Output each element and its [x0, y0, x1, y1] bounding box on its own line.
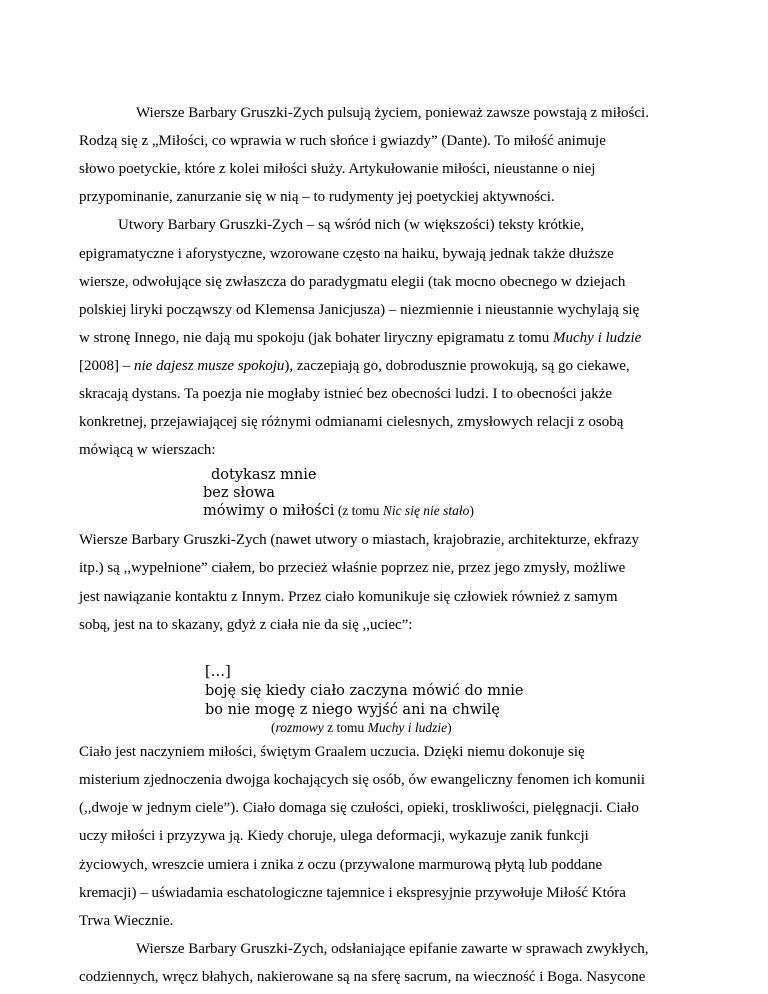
- poem2-source-close: ): [447, 720, 452, 735]
- poem1-line-2: bez słowa: [203, 485, 276, 501]
- p2-line-9: mówiącą w wierszach:: [79, 442, 216, 458]
- p2-line-5-text: w stronę Innego, nie dają mu spokoju (jak bohater liryczny epigramatu z tomu: [79, 330, 554, 346]
- poem2-line-1: […]: [205, 664, 231, 680]
- p2-line-5: [79, 329, 641, 348]
- p2-line-4: polskiej liryki począwszy od Klemensa Janicjusza) – niezmiennie i nieustannie wychylają się: [79, 302, 640, 318]
- p1-line-2: Rodzą się z „Miłości, co wprawia w ruch słońce i gwiazdy” (Dante). To miłość animuje: [79, 133, 606, 149]
- quoted-epigram: nie dajesz musze spokoju: [134, 358, 285, 374]
- book-title-muchy-i-ludzie-2: Muchy i ludzie: [367, 720, 448, 735]
- book-title-muchy-i-ludzie: Muchy i ludzie: [553, 330, 642, 346]
- poem1-source: [334, 503, 474, 518]
- p3-line-4: sobą, jest na to skazany, gdyż z ciała nie da się ,,uciec”:: [79, 617, 413, 633]
- poem2-source-open: (: [271, 720, 276, 735]
- poem-title-rozmowy: rozmowy: [275, 720, 324, 735]
- p4-line-2: misterium zjednoczenia dwojga kochających się osób, ów ewangeliczny fenomen ich komunii: [79, 772, 646, 788]
- poem1-source-suffix: ): [469, 503, 474, 518]
- p1-line-4: przypominanie, zanurzanie się w nią – to rudymenty jej poetyckiej aktywności.: [79, 189, 555, 205]
- p2-line-7: skracają dystans. Ta poezja nie mogłaby istnieć bez obecności ludzi. I to obecności jakże: [79, 386, 613, 402]
- p4-line-3: (,,dwoje w jednym ciele”). Ciało domaga się czułości, opieki, troskliwości, pielęgnacji. Ciało: [79, 800, 639, 816]
- p2-line-6-text: ), zaczepiają go, dobrodusznie prowokują, są go ciekawe,: [284, 358, 630, 374]
- poem2-line-3: bo nie mogę z niego wyjść ani na chwilę: [205, 702, 500, 718]
- p4-line-5: życiowych, wreszcie umiera i znika z oczu (przywalone marmurową płytą lub poddane: [79, 857, 603, 873]
- poem1-source-prefix: (z tomu: [337, 503, 383, 518]
- p4-line-4: uczy miłości i przyzywa ją. Kiedy choruje, ulega deformacji, wykazuje zanik funkcji: [79, 828, 589, 844]
- poem2-source-mid: z tomu: [323, 720, 368, 735]
- poem1-line-3: [203, 502, 474, 520]
- p5-line-2: codziennych, wręcz błahych, nakierowane są na sferę sacrum, na wieczność i Boga. Nasycone: [79, 969, 646, 985]
- poem1-line-1: dotykasz mnie: [211, 467, 317, 483]
- p4-line-7: Trwa Wiecznie.: [79, 913, 174, 929]
- p4-line-6: kremacji) – uświadamia eschatologiczne tajemnice i ekspresyjnie przywołuje Miłość Która: [79, 885, 626, 901]
- p3-line-2: itp.) są ,,wypełnione” ciałem, bo przecież właśnie poprzez nie, przez jego zmysły, możliwe: [79, 560, 626, 576]
- p1-line-3: słowo poetyckie, które z kolei miłości służy. Artykułowanie miłości, nieustanne o niej: [79, 161, 596, 177]
- p2-line-3: wiersze, odwołujące się zwłaszcza do paradygmatu elegii (tak mocno obecnego w dziejach: [79, 274, 626, 290]
- p3-line-1: Wiersze Barbary Gruszki-Zych (nawet utwory o miastach, krajobrazie, architekturze, ekfrazy: [79, 532, 639, 548]
- p4-line-1: Ciało jest naczyniem miłości, świętym Graalem uczucia. Dzięki niemu dokonuje się: [79, 744, 585, 760]
- poem1-line-3-text: mówimy o miłości: [203, 503, 335, 519]
- p2-line-2: epigramatyczne i aforystyczne, wzorowane często na haiku, bywają jednak także dłuższe: [79, 246, 614, 262]
- p2-line-6: [79, 357, 630, 376]
- poem2-source: [271, 719, 452, 736]
- p2-line-1: Utwory Barbary Gruszki-Zych – są wśród nich (w większości) teksty krótkie,: [118, 217, 585, 233]
- p2-line-8: konkretnej, przejawiającej się różnymi odmianami cielesnych, zmysłowych relacji z osobą: [79, 414, 624, 430]
- p5-line-1: Wiersze Barbary Gruszki-Zych, odsłaniające epifanie zawarte w sprawach zwykłych,: [136, 941, 649, 957]
- poem2-line-2: boję się kiedy ciało zaczyna mówić do mnie: [205, 683, 524, 699]
- p1-line-1: Wiersze Barbary Gruszki-Zych pulsują życiem, ponieważ zawsze powstają z miłości.: [136, 105, 649, 121]
- p2-line-6-year: [2008] –: [79, 358, 134, 374]
- p3-line-3: jest nawiązanie kontaktu z Innym. Przez ciało komunikuje się człowiek również z samym: [79, 589, 618, 605]
- book-title-nic-sie-nie-stalo: Nic się nie stało: [382, 503, 470, 518]
